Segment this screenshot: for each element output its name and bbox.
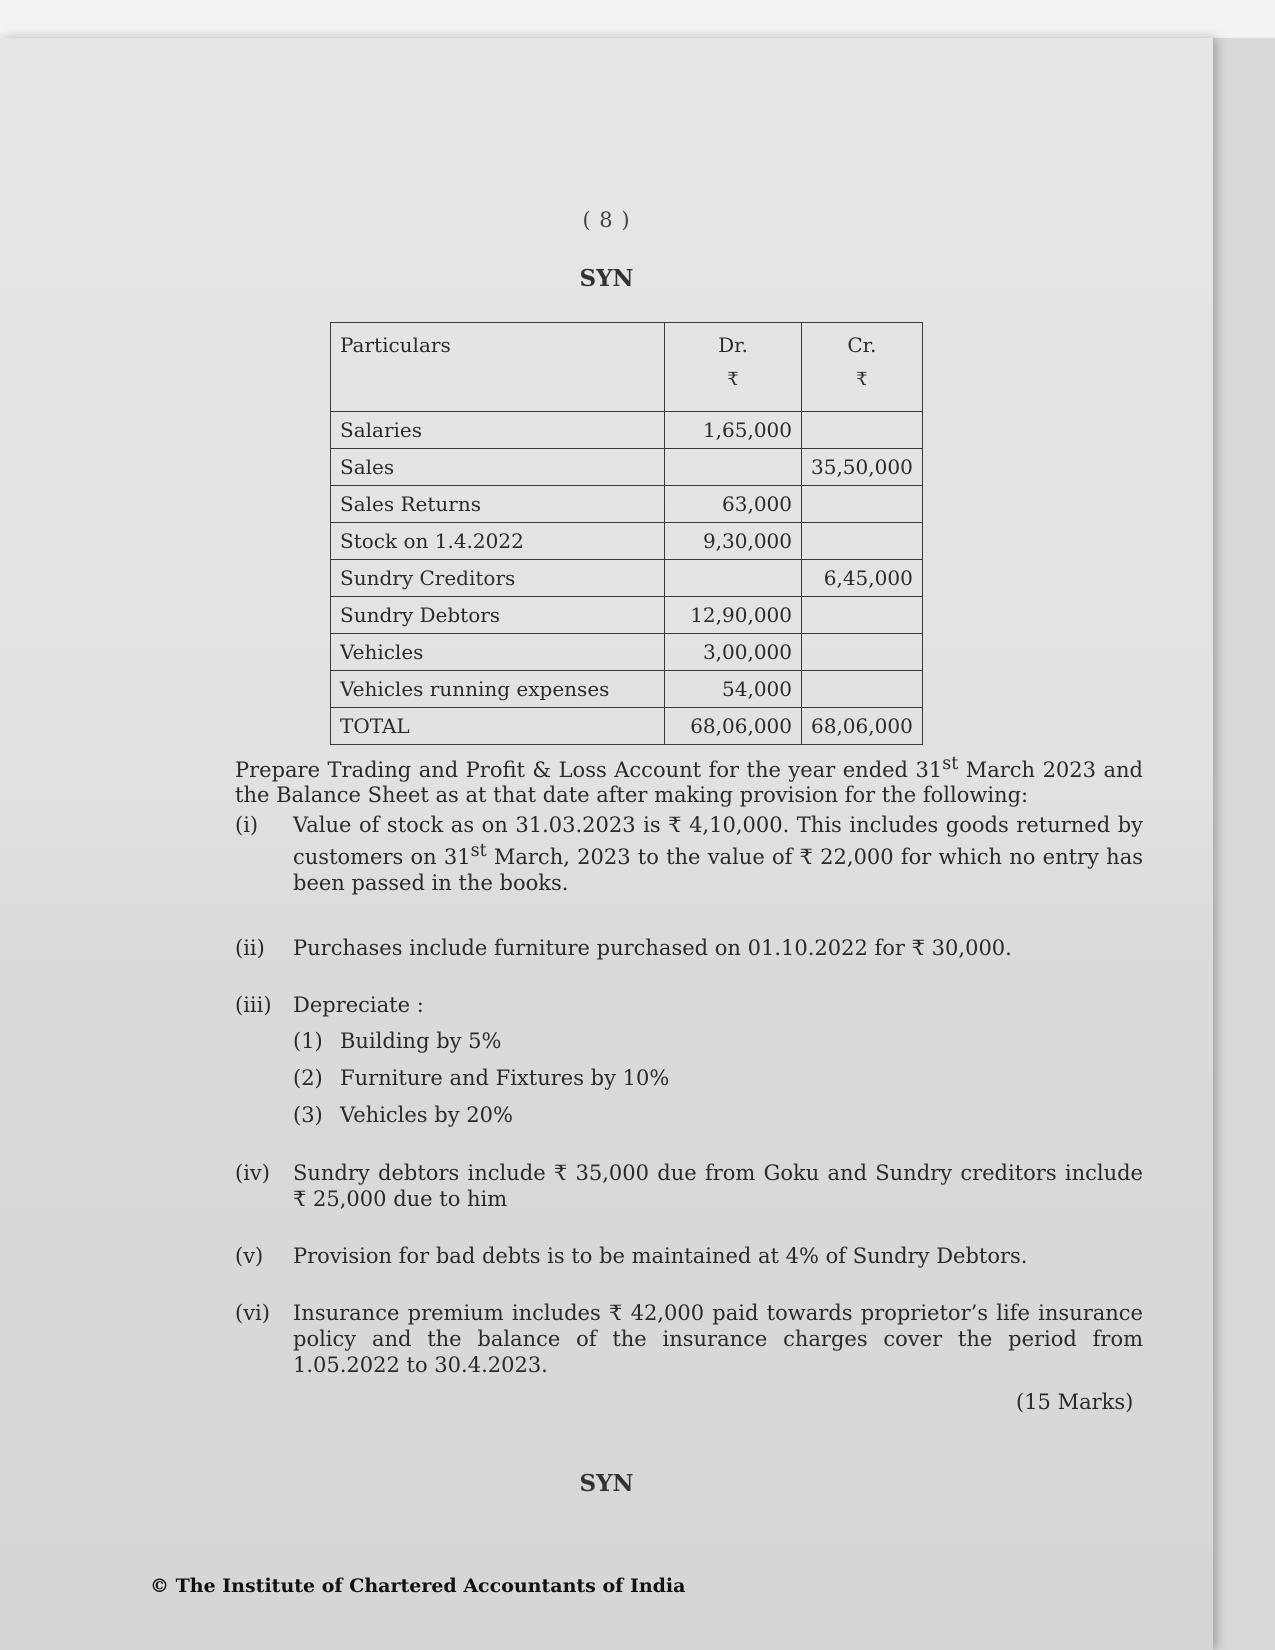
depreciation-item	[293, 1029, 502, 1053]
adjustment-number: (ii)	[235, 936, 265, 960]
adjustment-i-superscript: st	[470, 841, 487, 861]
dr-cell: 12,90,000	[665, 597, 802, 634]
cr-cell	[802, 634, 923, 671]
dr-cell: 54,000	[665, 671, 802, 708]
cr-cell	[802, 671, 923, 708]
adjustment-text: Depreciate :	[293, 993, 424, 1017]
header-dr-label: Dr.	[718, 333, 748, 357]
adjustment-v	[235, 1243, 1143, 1269]
particulars-cell: Sales Returns	[331, 486, 665, 523]
particulars-cell: Vehicles	[331, 634, 665, 671]
table-row	[331, 560, 923, 597]
adjustment-text: Provision for bad debts is to be maintained at 4% of Sundry Debtors.	[293, 1244, 1028, 1268]
particulars-cell: Salaries	[331, 412, 665, 449]
table-total-row	[331, 708, 923, 745]
adjustment-i	[235, 812, 1143, 896]
depreciation-number: (2)	[293, 1066, 323, 1090]
dr-total-cell: 68,06,000	[665, 708, 802, 745]
instruction-superscript: st	[942, 754, 959, 774]
depreciation-item	[293, 1066, 669, 1090]
trial-balance-table	[330, 322, 923, 745]
table-row	[331, 412, 923, 449]
instruction-text-1: Prepare Trading and Profit & Loss Account for the year ended 31	[235, 758, 943, 782]
table-header-row	[331, 323, 923, 412]
header-cr-label: Cr.	[847, 333, 877, 357]
depreciation-item	[293, 1103, 513, 1127]
cr-cell	[802, 412, 923, 449]
dr-cell	[665, 449, 802, 486]
header-particulars: Particulars	[331, 323, 665, 412]
instruction-text-2: March 2023 and the Balance Sheet as at that date after making provision for the following:	[235, 758, 1143, 807]
dr-cell	[665, 560, 802, 597]
instruction-paragraph	[235, 752, 1143, 808]
cr-cell	[802, 597, 923, 634]
dr-cell: 1,65,000	[665, 412, 802, 449]
cr-cell	[802, 486, 923, 523]
adjustment-number: (iv)	[235, 1161, 270, 1185]
particulars-cell: Sales	[331, 449, 665, 486]
depreciation-number: (1)	[293, 1029, 323, 1053]
table-row	[331, 597, 923, 634]
dr-cell: 3,00,000	[665, 634, 802, 671]
adjustment-number: (i)	[235, 813, 259, 837]
header-cr	[802, 323, 923, 412]
header-cr-currency: ₹	[856, 369, 868, 390]
page-number: ( 8 )	[582, 208, 631, 232]
depreciation-number: (3)	[293, 1103, 323, 1127]
particulars-cell: Sundry Debtors	[331, 597, 665, 634]
header-dr-currency: ₹	[727, 369, 739, 390]
cr-cell: 6,45,000	[802, 560, 923, 597]
marks-label: (15 Marks)	[1016, 1390, 1134, 1414]
particulars-cell: Vehicles running expenses	[331, 671, 665, 708]
header-dr	[665, 323, 802, 412]
cr-total-cell: 68,06,000	[802, 708, 923, 745]
adjustment-text: Sundry debtors include ₹ 35,000 due from Goku and Sundry creditors include ₹ 25,000 due to him	[293, 1161, 1143, 1211]
dr-cell: 9,30,000	[665, 523, 802, 560]
adjustment-text	[293, 812, 1143, 896]
depreciation-text: Furniture and Fixtures by 10%	[340, 1066, 670, 1090]
table-row	[331, 449, 923, 486]
adjustment-iv	[235, 1160, 1143, 1212]
particulars-cell: Sundry Creditors	[331, 560, 665, 597]
adjustment-number: (v)	[235, 1244, 264, 1268]
adjustment-i-text-2: March, 2023 to the value of ₹ 22,000 for which no entry has been passed in the books.	[293, 845, 1143, 895]
depreciation-text: Vehicles by 20%	[340, 1103, 513, 1127]
adjustment-iii	[235, 992, 1143, 1018]
adjustment-i-text-1: Value of stock as on 31.03.2023 is ₹ 4,10,000. This includes goods returned by customers on 31	[293, 813, 1143, 869]
particulars-cell: TOTAL	[331, 708, 665, 745]
adjustment-vi	[235, 1300, 1143, 1378]
depreciation-text: Building by 5%	[340, 1029, 502, 1053]
adjustment-ii	[235, 935, 1143, 961]
adjustment-number: (iii)	[235, 993, 272, 1017]
table-row	[331, 486, 923, 523]
dr-cell: 63,000	[665, 486, 802, 523]
cr-cell: 35,50,000	[802, 449, 923, 486]
copyright-notice: © The Institute of Chartered Accountants of India	[150, 1575, 686, 1597]
table-row	[331, 634, 923, 671]
table-row	[331, 671, 923, 708]
cr-cell	[802, 523, 923, 560]
particulars-cell: Stock on 1.4.2022	[331, 523, 665, 560]
paper-code-bottom: SYN	[579, 1470, 634, 1497]
adjustment-text: Insurance premium includes ₹ 42,000 paid towards proprietor’s life insurance policy and the balance of the insurance charges cover the period from 1.05.2022 to 30.4.2023.	[293, 1301, 1143, 1377]
adjustment-number: (vi)	[235, 1301, 270, 1325]
adjustment-text: Purchases include furniture purchased on 01.10.2022 for ₹ 30,000.	[293, 936, 1012, 960]
paper-code-top: SYN	[579, 265, 634, 292]
top-margin	[0, 0, 1275, 38]
table-row	[331, 523, 923, 560]
